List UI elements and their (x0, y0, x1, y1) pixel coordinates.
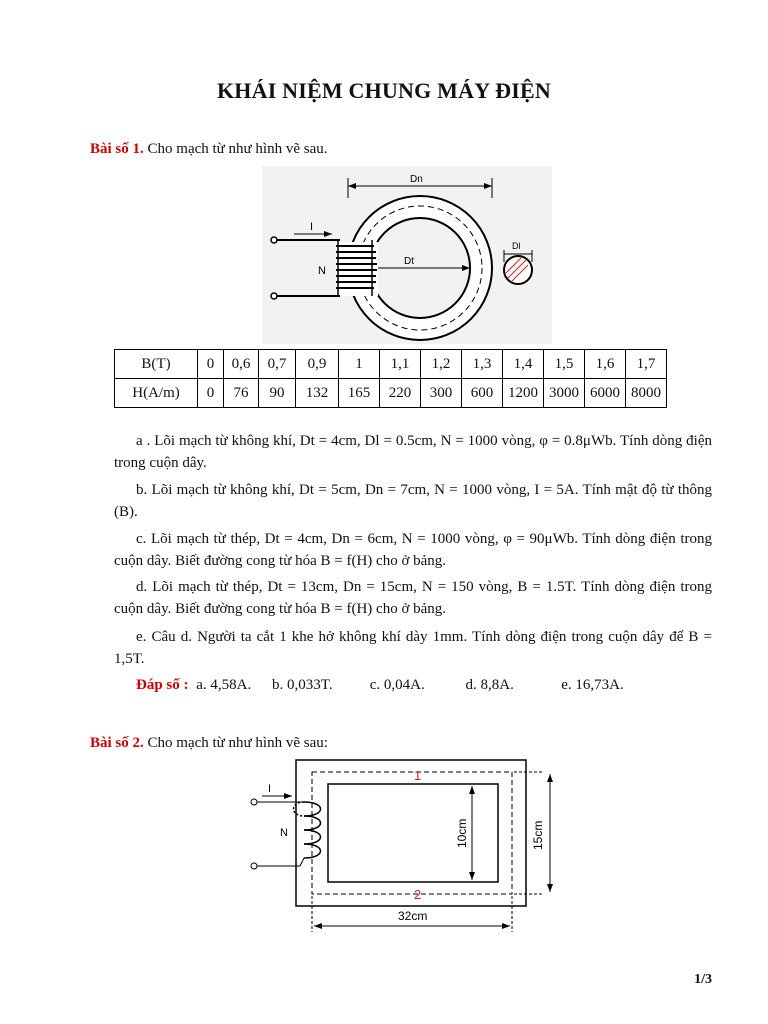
answer-c: c. 0,04A. (369, 677, 425, 693)
dl-label: Dl (512, 241, 521, 251)
row-b-label: B(T) (115, 350, 198, 379)
table-cell: 6000 (585, 379, 626, 408)
problem-1-intro: Cho mạch từ như hình vẽ sau. (143, 141, 328, 157)
question-b-text: b. Lõi mạch từ không khí, Dt = 5cm, Dn = 7cm, N = 1000 vòng, I = 5A. Tính mật độ từ thông (B). (114, 482, 712, 520)
answer-d: d. 8,8A. (465, 677, 514, 693)
answers-label: Đáp số : (136, 677, 189, 693)
answer-e: e. 16,73A. (561, 677, 624, 693)
table-cell: 1,1 (380, 350, 421, 379)
problem-2-label: Bài số 2. (90, 735, 144, 751)
table-cell: 600 (462, 379, 503, 408)
table-cell: 0 (198, 379, 224, 408)
rectangular-core-figure (244, 756, 564, 940)
table-cell: 1,7 (626, 350, 667, 379)
document-title: KHÁI NIỆM CHUNG MÁY ĐIỆN (217, 78, 551, 103)
cross-section-circle (504, 256, 532, 284)
turns-label: N (280, 827, 288, 839)
answers-line (136, 677, 624, 694)
problem-2-intro: Cho mạch từ như hình vẽ sau: (143, 735, 328, 751)
problem-1-label: Bài số 1. (90, 141, 144, 157)
dn-label: Dn (410, 174, 423, 185)
table-cell: 1,2 (421, 350, 462, 379)
question-e-text: e. Câu d. Người ta cắt 1 khe hở không khí dày 1mm. Tính dòng điện trong cuộn dây để B = 1,5T. (114, 629, 712, 667)
table-row-b (115, 350, 667, 379)
current-label: I (268, 783, 272, 795)
table-row-h (115, 379, 667, 408)
table-cell: 76 (224, 379, 259, 408)
width-label: 32cm (398, 909, 428, 923)
dt-label: Dt (404, 256, 414, 267)
table-cell: 165 (339, 379, 380, 408)
terminal-bottom (271, 293, 277, 299)
segment-1-label: 1 (414, 768, 422, 783)
answer-a: a. 4,58A. (196, 677, 252, 693)
outer-height-label: 15cm (531, 820, 545, 850)
problem-2-heading (90, 734, 328, 752)
problem-1-heading (90, 140, 328, 158)
table-cell: 8000 (626, 379, 667, 408)
question-b (114, 479, 712, 523)
question-a (114, 430, 712, 474)
terminal-top (251, 799, 257, 805)
segment-2-label: 2 (414, 887, 422, 902)
question-d (114, 576, 712, 620)
terminal-top (271, 237, 277, 243)
table-cell: 90 (259, 379, 296, 408)
question-d-text: d. Lõi mạch từ thép, Dt = 13cm, Dn = 15cm, N = 150 vòng, B = 1.5T. Tính dòng điện trong cuộn dây. Biết đường cong từ hóa B = f(H) cho ở bảng. (114, 579, 712, 617)
winding-coil (336, 240, 378, 296)
table-cell: 0,7 (259, 350, 296, 379)
question-c-text: c. Lõi mạch từ thép, Dt = 4cm, Dn = 6cm, N = 1000 vòng, φ = 90μWb. Tính dòng điện trong cuộn dây. Biết đường cong từ hóa B = f(H) cho ở bảng. (114, 531, 712, 569)
table-cell: 0,9 (296, 350, 339, 379)
table-cell: 0 (198, 350, 224, 379)
table-cell: 1,4 (503, 350, 544, 379)
question-e (114, 626, 712, 670)
table-cell: 1,3 (462, 350, 503, 379)
table-cell: 1 (339, 350, 380, 379)
table-cell: 220 (380, 379, 421, 408)
terminal-bottom (251, 863, 257, 869)
table-cell: 3000 (544, 379, 585, 408)
current-label: I (310, 221, 314, 233)
turns-label: N (318, 265, 326, 277)
bh-curve-table (114, 349, 667, 408)
page-number: 1/3 (694, 972, 712, 987)
row-h-label: H(A/m) (115, 379, 198, 408)
question-c (114, 528, 712, 572)
question-a-text: a . Lõi mạch từ không khí, Dt = 4cm, Dl = 0.5cm, N = 1000 vòng, φ = 0.8μWb. Tính dòng điện trong cuộn dây. (114, 433, 712, 471)
table-cell: 132 (296, 379, 339, 408)
table-cell: 0,6 (224, 350, 259, 379)
inner-height-label: 10cm (455, 818, 469, 848)
table-cell: 1200 (503, 379, 544, 408)
toroid-figure (262, 166, 552, 344)
table-cell: 300 (421, 379, 462, 408)
answer-b: b. 0,033T. (272, 677, 333, 693)
table-cell: 1,5 (544, 350, 585, 379)
table-cell: 1,6 (585, 350, 626, 379)
